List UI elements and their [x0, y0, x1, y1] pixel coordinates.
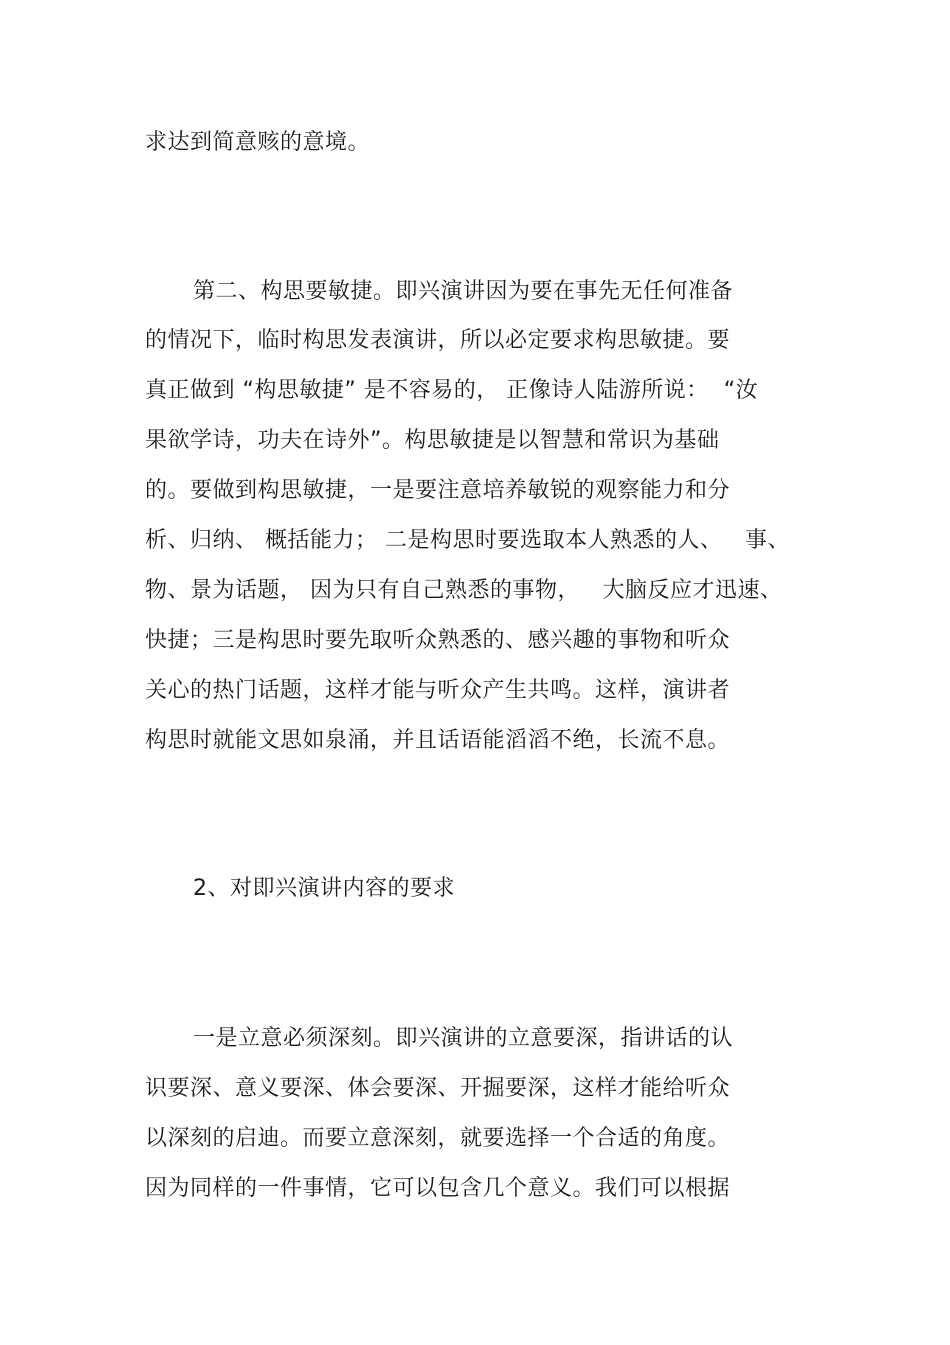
- text-line: 快捷；三是构思时要先取听众熟悉的、感兴趣的事物和听众: [145, 628, 731, 653]
- text-line: 识要深、意义要深、体会要深、开掘要深，这样才能给听众: [145, 1076, 731, 1101]
- text-line: 关心的热门话题，这样才能与听众产生共鸣。这样，演讲者: [145, 678, 731, 703]
- text-line: 的情况下，临时构思发表演讲，所以必定要求构思敏捷。要: [145, 328, 731, 353]
- text-line: 第二、构思要敏捷。即兴演讲因为要在事先无任何准备: [193, 279, 734, 304]
- text-line: 物、景为话题， 因为只有自己熟悉的事物， 大脑反应才迅速、: [145, 578, 783, 603]
- text-line: 真正做到 “构思敏捷” 是不容易的， 正像诗人陆游所说： “汝: [145, 378, 759, 403]
- text-line: 以深刻的启迪。而要立意深刻，就要选择一个合适的角度。: [145, 1126, 731, 1151]
- section-heading: 2、对即兴演讲内容的要求: [193, 876, 455, 901]
- text-line: 的。要做到构思敏捷，一是要注意培养敏锐的观察能力和分: [145, 478, 731, 503]
- text-line: 求达到简意赅的意境。: [145, 130, 371, 155]
- text-line: 果欲学诗，功夫在诗外”。构思敏捷是以智慧和常识为基础: [145, 428, 720, 453]
- text-line: 一是立意必须深刻。即兴演讲的立意要深，指讲话的认: [193, 1026, 734, 1051]
- text-line: 因为同样的一件事情，它可以包含几个意义。我们可以根据: [145, 1176, 731, 1201]
- text-line: 构思时就能文思如泉涌，并且话语能滔滔不绝，长流不息。: [145, 728, 731, 753]
- text-line: 析、归纳、 概括能力； 二是构思时要选取本人熟悉的人、 事、: [145, 528, 790, 553]
